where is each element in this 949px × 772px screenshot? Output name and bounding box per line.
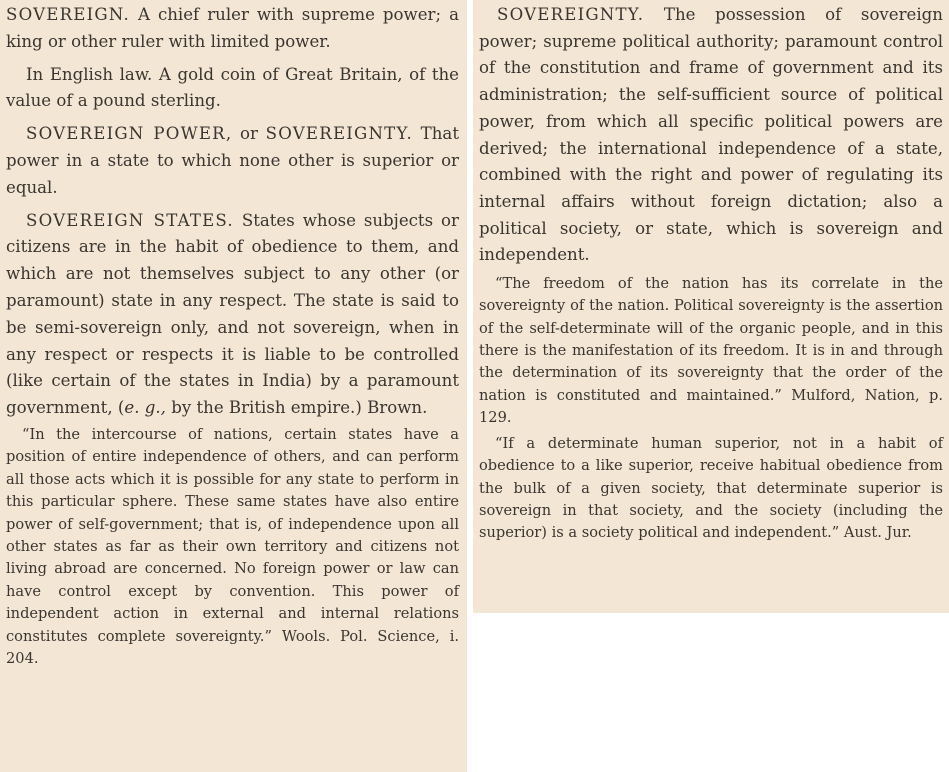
entry-sovereign-english-law: In English law. A gold coin of Great Britain, of the value of a pound sterling. [6,64,459,111]
definition-sovereign: A chief ruler with supreme power; a king or other ruler with limited power. [6,5,459,51]
right-column [473,0,949,613]
headword-sovereign-states: SOVEREIGN STATES. [26,210,234,230]
headword-sovereign-power: SOVEREIGN POWER, [26,124,233,144]
quote-woolsey: “In the intercourse of nations, certain states have a position of entire independence of others, and can perform all those acts which it is possible for any state to perform in this particular sphere. These same states have also entire power of self-government; that is, of independence upon all other states as far as their own territory and citizens not living abroad are concerned. No foreign power or law can have control except by convention. This power of independent action in external and internal relations constitutes complete sovereignty.” Wools. Pol. Science, i. 204. [6,425,459,668]
definition-sovereign-power: That power in a state to which none other is superior or equal. [6,124,459,197]
quote-mulford: “The freedom of the nation has its correlate in the sovereignty of the nation. Political sovereignty is the assertion of the self-determinate will of the organic people, and in this there is the manifestation of its freedom. It is in and through the determination of its sovereignty that the order of the nation is constituted and maintained.” Mulford, Nation, p. 129. [479,275,943,426]
headword-sovereignty-alt: SOVEREIGNTY. [265,124,413,144]
connector-or: or [232,124,266,144]
entry-sovereign-states [6,208,459,422]
definition-sovereign-states-part1: States whose subjects or citizens are in the habit of obedience to them, and which are not themselves subject to any other (or paramount) state in any respect. The state is said to be semi-sovereign only, and not sovereign, when in any respect or respects it is liable to be controlled (like certain of the states in India) by a paramount government, ( [6,210,459,418]
entry-sovereign [6,2,459,56]
quote-austin: “If a determinate human superior, not in a habit of obedience to a like superior, receive habitual obedience from the bulk of a given society, that determinate superior is sovereign in that society, and the society (including the superior) is a society political and independent.” Aust. Jur. [479,435,943,542]
definition-sovereignty: The possession of sovereign power; supreme political authority; paramount control of the constitution and frame of government and its administration; the self-sufficient source of political power, from which all specific political powers are derived; the international independence of a state, combined with the right and power of regulating its internal affairs without foreign dictation; also a political society, or state, which is sovereign and independent. [479,5,943,265]
definition-sovereign-states-part2: by the British empire.) [165,398,362,418]
abbrev-eg: e. g., [124,398,166,418]
left-column [0,0,467,772]
entry-sovereign-power [6,121,459,201]
headword-sovereign: SOVEREIGN. [6,5,130,24]
citation-brown: Brown. [367,398,428,418]
headword-sovereignty: SOVEREIGNTY. [497,5,645,24]
entry-sovereignty [479,2,943,269]
